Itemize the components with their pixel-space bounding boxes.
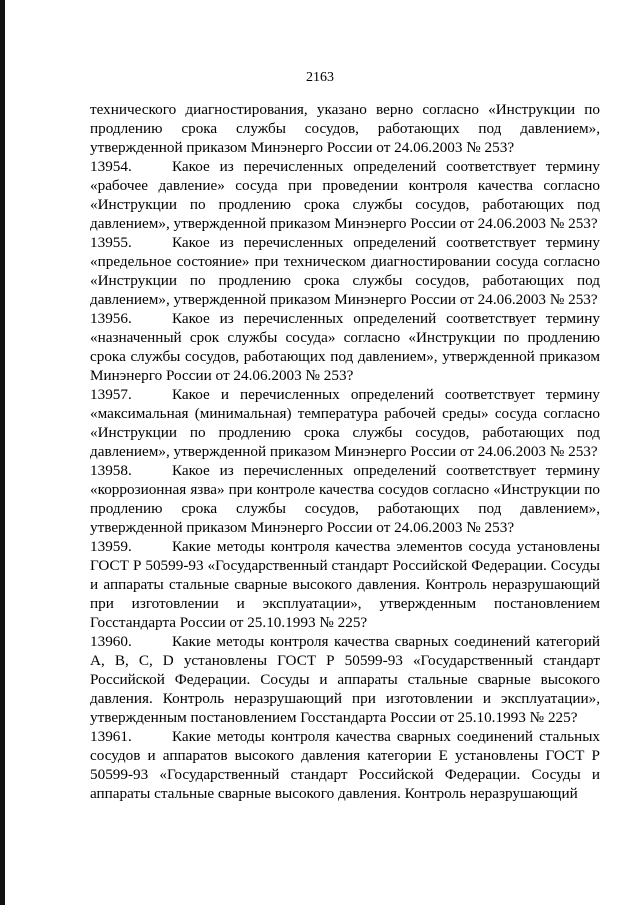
- question-text: Какое из перечисленных определений соответствует термину «коррозионная язва» при контроле качества сосудов согласно «Инструкции по продлению срока службы сосудов, работающих под давлением», утвержденной приказом Минэнерго России от 24.06.2003 № 253?: [90, 462, 600, 536]
- question-text: Какие методы контроля качества сварных соединений категорий А, В, С, D установлены ГОСТ Р 50599-93 «Государственный стандарт Российской Федерации. Сосуды и аппараты стальные сварные высокого давления. Контроль неразрушающий при изготовлении и эксплуатации», утвержденным постановлением Госстандарта России от 25.10.1993 № 225?: [90, 633, 600, 726]
- question-number: 13958.: [90, 462, 132, 479]
- question-number: 13954.: [90, 158, 132, 175]
- question-13957: [90, 385, 600, 461]
- question-13956: [90, 309, 600, 385]
- scan-left-border: [0, 0, 5, 905]
- question-text: Какое из перечисленных определений соответствует термину «назначенный срок службы сосуда» согласно «Инструкции по продлению срока службы сосудов, работающих под давлением», утвержденной приказом Минэнерго России от 24.06.2003 № 253?: [90, 310, 600, 384]
- continuation-text: технического диагностирования, указано верно согласно «Инструкции по продлению срока службы сосудов, работающих под давлением», утвержденной приказом Минэнерго России от 24.06.2003 № 253?: [90, 101, 600, 156]
- question-number: 13959.: [90, 538, 132, 555]
- question-13959: [90, 537, 600, 632]
- question-13954: [90, 157, 600, 233]
- question-number: 13960.: [90, 633, 132, 650]
- question-text: Какое и перечисленных определений соответствует термину «максимальная (минимальная) температура рабочей среды» сосуда согласно «Инструкции по продлению срока службы сосудов, работающих под давлением», утвержденной приказом Минэнерго России от 24.06.2003 № 253?: [90, 386, 600, 460]
- question-13958: [90, 461, 600, 537]
- document-body: [90, 100, 600, 803]
- question-text: Какие методы контроля качества сварных соединений стальных сосудов и аппаратов высокого давления категории Е установлены ГОСТ Р 50599-93 «Государственный стандарт Российской Федерации. Сосуды и аппараты стальные сварные высокого давления. Контроль неразрушающий: [90, 728, 600, 802]
- question-text: Какие методы контроля качества элементов сосуда установлены ГОСТ Р 50599-93 «Государственный стандарт Российской Федерации. Сосуды и аппараты стальные сварные высокого давления. Контроль неразрушающий при изготовлении и эксплуатации», утвержденным постановлением Госстандарта России от 25.10.1993 № 225?: [90, 538, 600, 631]
- question-13961: [90, 727, 600, 803]
- question-number: 13961.: [90, 728, 132, 745]
- continuation-paragraph: [90, 100, 600, 157]
- question-text: Какое из перечисленных определений соответствует термину «предельное состояние» при техническом диагностировании сосуда согласно «Инструкции по продлению срока службы сосудов, работающих под давлением», утвержденной приказом Минэнерго России от 24.06.2003 № 253?: [90, 234, 600, 308]
- question-number: 13957.: [90, 386, 132, 403]
- page-number: 2163: [306, 70, 334, 85]
- question-number: 13956.: [90, 310, 132, 327]
- question-text: Какое из перечисленных определений соответствует термину «рабочее давление» сосуда при проведении контроля качества согласно «Инструкции по продлению срока службы сосудов, работающих под давлением», утвержденной приказом Минэнерго России от 24.06.2003 № 253?: [90, 158, 600, 232]
- question-13955: [90, 233, 600, 309]
- question-number: 13955.: [90, 234, 132, 251]
- question-13960: [90, 632, 600, 727]
